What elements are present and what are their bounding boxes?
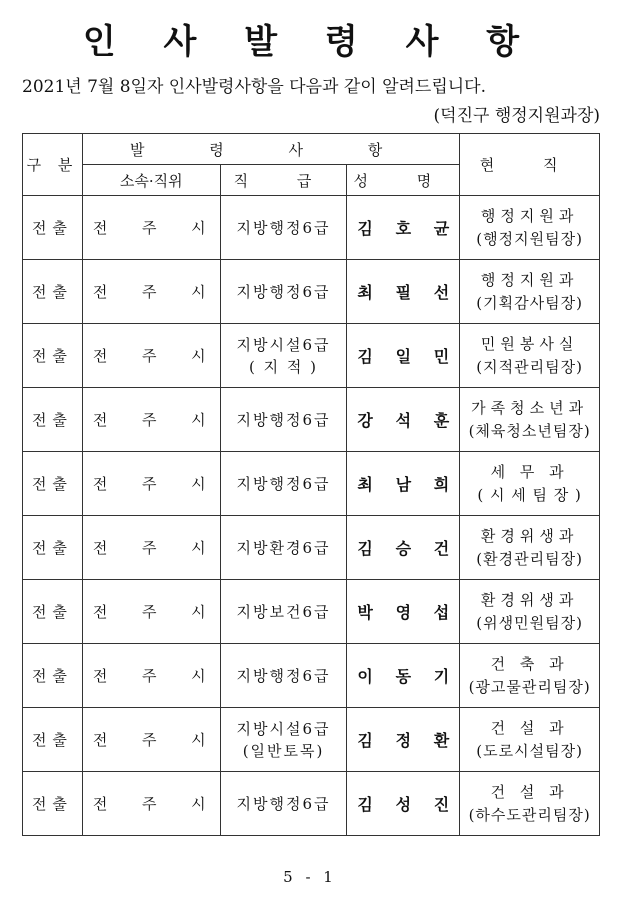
current-team: (지적관리팀장) [476, 357, 583, 376]
org-char: 전 [92, 411, 108, 429]
org-char: 시 [191, 795, 206, 813]
name-char: 희 [433, 475, 450, 494]
name-char: 승 [395, 539, 412, 558]
name-char: 동 [395, 667, 412, 686]
table-row [23, 580, 600, 644]
cell-current [460, 580, 600, 644]
name-char: 민 [433, 347, 450, 366]
name-char: 남 [395, 475, 412, 494]
org-char: 전 [92, 603, 108, 621]
table-row [23, 644, 600, 708]
name-char: 균 [433, 219, 450, 238]
name-char: 필 [395, 283, 412, 302]
cell-name [347, 708, 460, 772]
org-char: 시 [191, 283, 206, 301]
cell-name [347, 452, 460, 516]
current-dept: 민원봉사실 [480, 334, 579, 353]
current-dept: 행정지원과 [480, 206, 579, 225]
org-char: 시 [191, 603, 206, 621]
org-char: 주 [142, 411, 157, 429]
cell-affiliation [82, 772, 220, 836]
header-current: 현 직 [460, 134, 600, 196]
rank-grade: 지방행정6급 [236, 218, 331, 237]
cell-name [347, 388, 460, 452]
cell-name [347, 580, 460, 644]
org-char: 시 [191, 539, 206, 557]
cell-affiliation [82, 708, 220, 772]
page-number: 5 - 1 [283, 868, 337, 886]
cell-rank [220, 708, 347, 772]
current-team: (환경관리팀장) [476, 549, 583, 568]
cell-current [460, 452, 600, 516]
cell-name [347, 324, 460, 388]
current-dept: 가족청소년과 [471, 398, 589, 417]
current-team: (광고물관리팀장) [468, 677, 591, 696]
org-char: 시 [191, 731, 206, 749]
cell-gubun: 전출 [23, 196, 83, 260]
name-char: 영 [395, 603, 412, 622]
current-dept: 건 축 과 [490, 654, 569, 673]
personnel-table [22, 133, 600, 836]
cell-gubun: 전출 [23, 644, 83, 708]
rank-grade: 지방행정6급 [236, 666, 331, 685]
org-char: 주 [142, 347, 157, 365]
table-row [23, 388, 600, 452]
org-char: 전 [92, 475, 108, 493]
org-char: 전 [92, 731, 108, 749]
org-char: 주 [142, 219, 157, 237]
cell-gubun: 전출 [23, 324, 83, 388]
name-char: 최 [357, 283, 373, 302]
name-char: 호 [395, 219, 412, 238]
current-dept: 환경위생과 [480, 526, 579, 545]
table-row [23, 324, 600, 388]
table-row [23, 516, 600, 580]
current-dept: 건 설 과 [490, 782, 569, 801]
name-char: 정 [395, 731, 412, 750]
name-char: 박 [357, 603, 373, 622]
org-char: 주 [142, 539, 157, 557]
cell-rank [220, 772, 347, 836]
name-char: 환 [433, 731, 450, 750]
org-char: 주 [142, 283, 157, 301]
cell-current [460, 516, 600, 580]
name-char: 김 [357, 219, 373, 238]
current-team: (위생민원팀장) [476, 613, 583, 632]
table-row [23, 196, 600, 260]
org-char: 시 [191, 347, 206, 365]
name-char: 건 [433, 539, 450, 558]
org-char: 주 [142, 667, 157, 685]
cell-rank [220, 260, 347, 324]
document-title: 인 사 발 령 사 항 [82, 22, 538, 62]
name-char: 김 [357, 347, 373, 366]
name-char: 이 [357, 667, 373, 686]
cell-current [460, 708, 600, 772]
current-dept: 환경위생과 [480, 590, 579, 609]
cell-affiliation [82, 196, 220, 260]
name-char: 섭 [433, 603, 450, 622]
cell-current [460, 644, 600, 708]
header-name: 성 명 [347, 165, 460, 196]
table-row [23, 772, 600, 836]
current-team: (행정지원팀장) [476, 229, 583, 248]
current-dept: 건 설 과 [490, 718, 569, 737]
rank-grade: 지방행정6급 [236, 410, 331, 429]
header-affiliation: 소속·직위 [82, 165, 220, 196]
cell-rank [220, 644, 347, 708]
name-char: 훈 [433, 411, 450, 430]
cell-affiliation [82, 324, 220, 388]
rank-grade: 지방시설6급 [236, 335, 331, 354]
org-char: 전 [92, 283, 108, 301]
org-char: 시 [191, 475, 206, 493]
current-team: (도로시설팀장) [476, 741, 583, 760]
current-team: (체육청소년팀장) [468, 421, 591, 440]
current-dept: 행정지원과 [480, 270, 579, 289]
current-dept: 세 무 과 [490, 462, 569, 481]
org-char: 시 [191, 667, 206, 685]
cell-name [347, 260, 460, 324]
name-char: 김 [357, 795, 373, 814]
cell-name [347, 196, 460, 260]
name-char: 김 [357, 539, 373, 558]
cell-name [347, 516, 460, 580]
cell-affiliation [82, 516, 220, 580]
rank-grade: 지방행정6급 [236, 474, 331, 493]
cell-rank [220, 452, 347, 516]
cell-name [347, 644, 460, 708]
table-row [23, 452, 600, 516]
cell-rank [220, 388, 347, 452]
rank-grade: 지방행정6급 [236, 794, 331, 813]
rank-detail: (일반토목) [242, 741, 325, 760]
cell-gubun: 전출 [23, 260, 83, 324]
cell-current [460, 388, 600, 452]
org-char: 주 [142, 731, 157, 749]
department-signature: (덕진구 행정지원과장) [433, 106, 600, 126]
cell-affiliation [82, 260, 220, 324]
table-row [23, 708, 600, 772]
cell-affiliation [82, 388, 220, 452]
cell-name [347, 772, 460, 836]
name-char: 선 [433, 283, 450, 302]
org-char: 시 [191, 411, 206, 429]
cell-affiliation [82, 452, 220, 516]
header-gubun: 구 분 [23, 134, 83, 196]
name-char: 진 [433, 795, 450, 814]
current-team: (기획감사팀장) [476, 293, 583, 312]
current-team: ( 시 세 팀 장 ) [477, 485, 582, 504]
cell-gubun: 전출 [23, 708, 83, 772]
name-char: 최 [357, 475, 373, 494]
table-row [23, 260, 600, 324]
cell-affiliation [82, 644, 220, 708]
org-char: 주 [142, 603, 157, 621]
rank-grade: 지방보건6급 [236, 602, 331, 621]
current-team: (하수도관리팀장) [468, 805, 591, 824]
rank-grade: 지방시설6급 [236, 719, 331, 738]
rank-grade: 지방행정6급 [236, 282, 331, 301]
cell-rank [220, 324, 347, 388]
org-char: 전 [92, 795, 108, 813]
cell-current [460, 260, 600, 324]
name-char: 김 [357, 731, 373, 750]
org-char: 시 [191, 219, 206, 237]
cell-gubun: 전출 [23, 580, 83, 644]
cell-gubun: 전출 [23, 452, 83, 516]
name-char: 성 [395, 795, 412, 814]
name-char: 석 [395, 411, 412, 430]
cell-gubun: 전출 [23, 772, 83, 836]
org-char: 주 [142, 475, 157, 493]
cell-current [460, 324, 600, 388]
cell-current [460, 196, 600, 260]
org-char: 전 [92, 219, 108, 237]
cell-rank [220, 196, 347, 260]
intro-text: 2021년 7월 8일자 인사발령사항을 다음과 같이 알려드립니다. [22, 77, 487, 97]
org-char: 전 [92, 347, 108, 365]
org-char: 주 [142, 795, 157, 813]
org-char: 전 [92, 667, 108, 685]
cell-rank [220, 580, 347, 644]
name-char: 기 [433, 667, 450, 686]
cell-affiliation [82, 580, 220, 644]
header-balryeong: 발 령 사 항 [82, 134, 459, 165]
rank-detail: ( 지 적 ) [249, 357, 319, 376]
name-char: 일 [395, 347, 412, 366]
cell-rank [220, 516, 347, 580]
cell-current [460, 772, 600, 836]
rank-grade: 지방환경6급 [236, 538, 331, 557]
org-char: 전 [92, 539, 108, 557]
name-char: 강 [357, 411, 373, 430]
cell-gubun: 전출 [23, 388, 83, 452]
cell-gubun: 전출 [23, 516, 83, 580]
header-rank: 직 급 [220, 165, 347, 196]
